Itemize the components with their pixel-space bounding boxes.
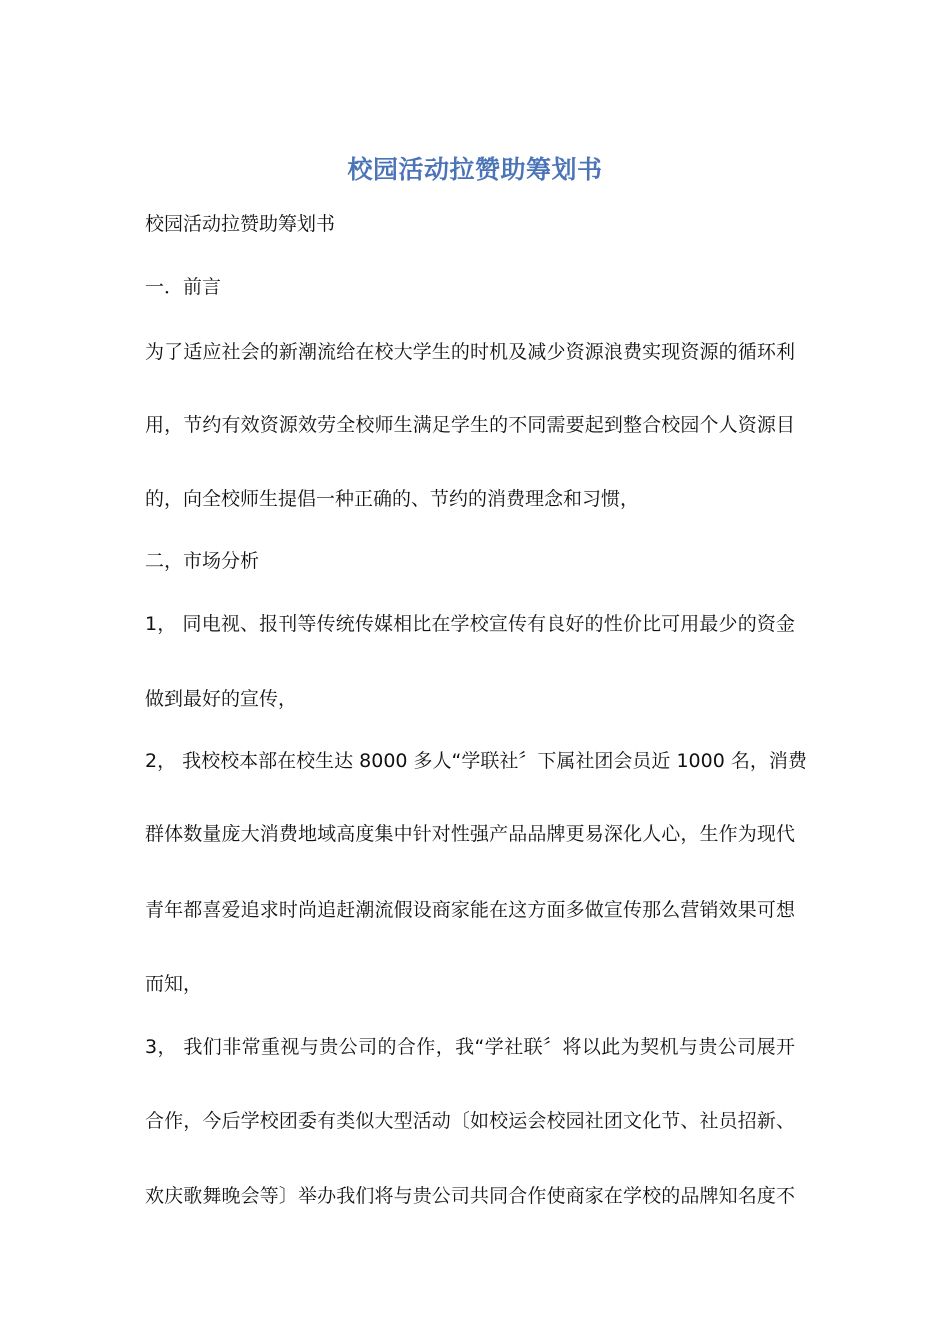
list-item-1-line: 1， 同电视、报刊等传统传媒相比在学校宣传有良好的性价比可用最少的资金 (145, 613, 795, 635)
list-item-1-line: 做到最好的宣传， (145, 688, 298, 710)
subtitle-line: 校园活动拉赞助筹划书 (145, 213, 336, 235)
list-item-3-line: 3， 我们非常重视与贵公司的合作，我“学社联〞将以此为契机与贵公司展开 (145, 1036, 795, 1058)
list-item-2-line: 2， 我校校本部在校生达 8000 多人“学联社〞下属社团会员近 1000 名，消费 (145, 750, 807, 772)
list-item-2-line: 青年都喜爱追求时尚追赶潮流假设商家能在这方面多做宣传那么营销效果可想 (145, 899, 795, 921)
section-heading-market-analysis: 二，市场分析 (145, 550, 260, 572)
section-heading-preface: 一．前言 (145, 276, 222, 298)
document-title: 校园活动拉赞助筹划书 (347, 155, 603, 184)
paragraph-line: 为了适应社会的新潮流给在校大学生的时机及减少资源浪费实现资源的循环利 (145, 341, 795, 363)
paragraph-line: 用，节约有效资源效劳全校师生满足学生的不同需要起到整合校园个人资源目 (145, 414, 795, 436)
list-item-3-line: 合作，今后学校团委有类似大型活动〔如校运会校园社团文化节、社员招新、 (145, 1110, 795, 1132)
list-item-2-line: 群体数量庞大消费地域高度集中针对性强产品品牌更易深化人心，生作为现代 (145, 823, 795, 845)
list-item-2-line: 而知， (145, 973, 203, 995)
list-item-3-line: 欢庆歌舞晚会等〕举办我们将与贵公司共同合作使商家在学校的品牌知名度不 (145, 1185, 795, 1207)
paragraph-line: 的，向全校师生提倡一种正确的、节约的消费理念和习惯， (145, 488, 640, 510)
